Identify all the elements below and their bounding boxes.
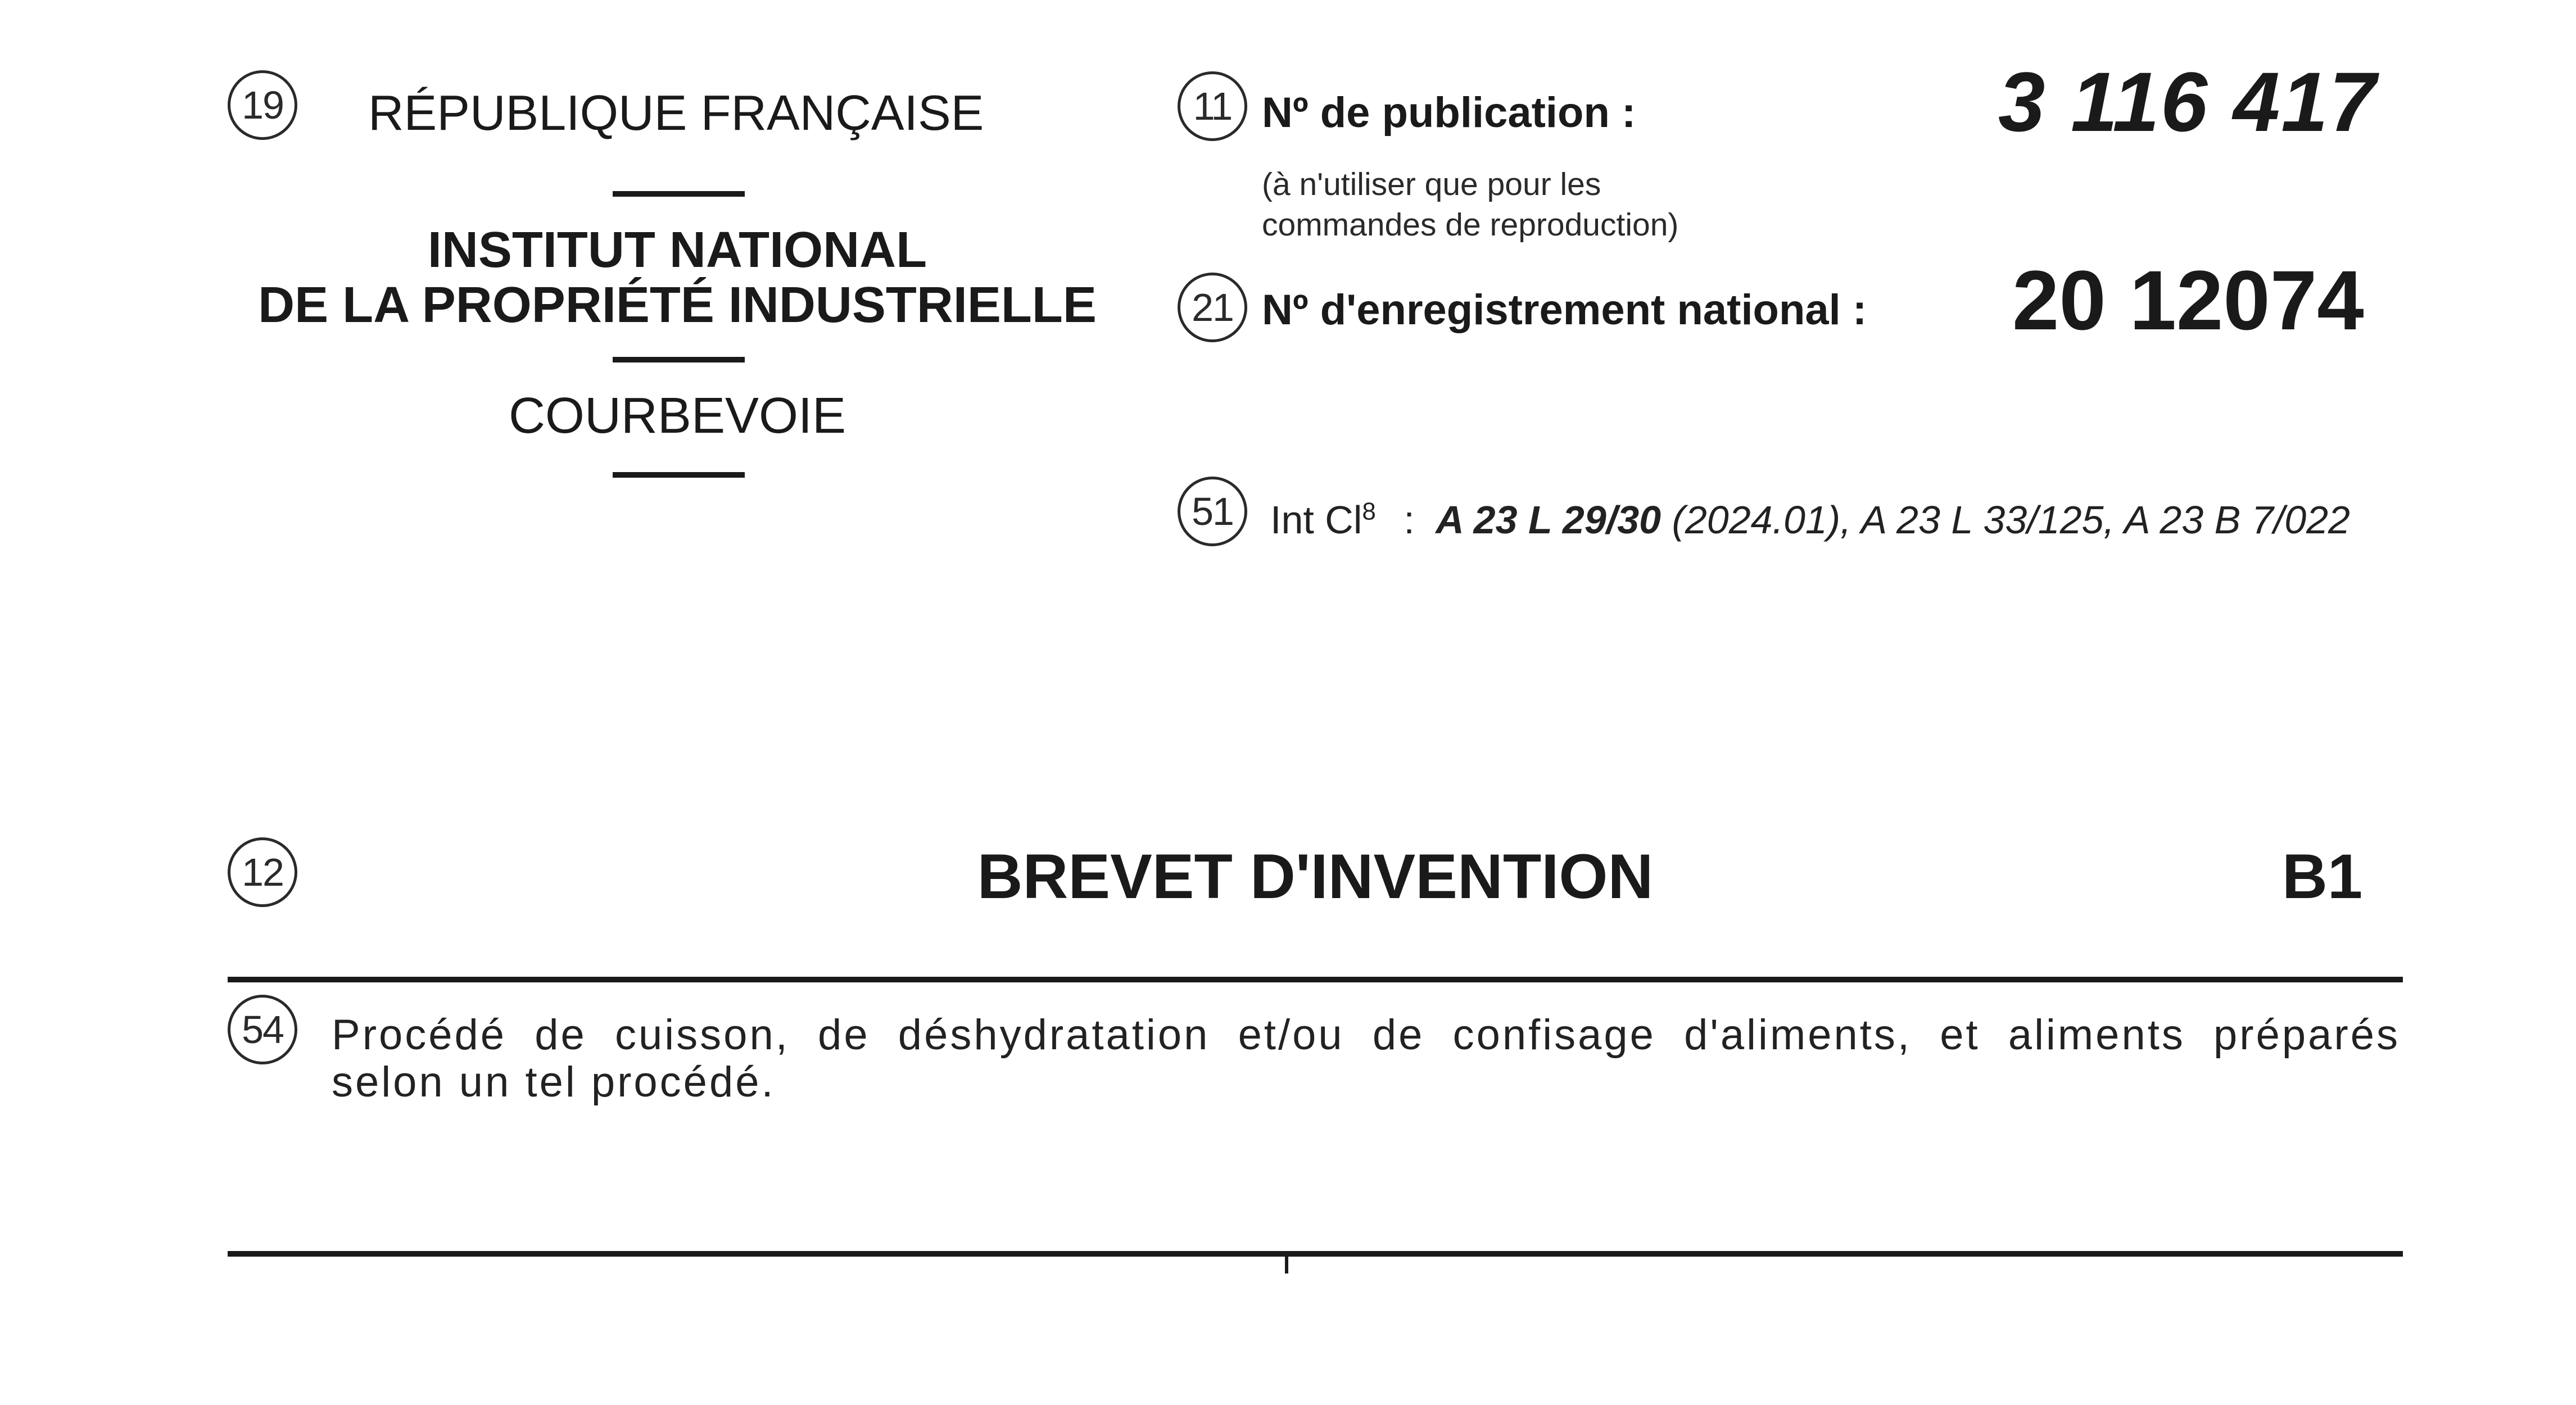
publication-note [1262,164,1678,245]
header-divider-2 [613,357,745,362]
inid-code-12-label: 12 [242,850,283,894]
section-divider-bottom [228,1251,2403,1257]
inid-code-51-label: 51 [1192,490,1233,533]
inid-code-21-label: 21 [1192,285,1233,329]
office-city: COURBEVOIE [508,388,846,444]
inid-code-12 [228,837,297,907]
header-divider-1 [613,191,745,197]
inid-code-19-label: 19 [242,83,283,127]
inid-code-54-label: 54 [242,1008,283,1052]
document-type-title: BREVET D'INVENTION [977,841,1654,912]
registration-number: 20 12074 [2012,253,2364,347]
institute-name-line1: INSTITUT NATIONAL [427,222,927,278]
invention-title [332,1012,2400,1106]
divider-tick [1285,1257,1288,1273]
invention-title-line2: selon un tel procédé. [332,1058,776,1106]
classification-colon: : [1404,498,1415,542]
inid-code-51 [1178,477,1247,546]
classification-label: Int Cl [1270,498,1362,542]
institute-name-line2: DE LA PROPRIÉTÉ INDUSTRIELLE [258,277,1097,333]
inid-code-11 [1178,71,1247,141]
publication-note-line1: (à n'utiliser que pour les [1262,166,1601,202]
classification-others: (2024.01), A 23 L 33/125, A 23 B 7/022 [1672,498,2350,542]
classification-main: A 23 L 29/30 [1436,498,1662,542]
invention-title-line1: Procédé de cuisson, de déshydratation et/ou de confisage d'aliments, et aliments préparés [332,1011,2400,1059]
classification-line [1270,497,2350,542]
inid-code-19 [228,70,297,140]
document-kind-code: B1 [2282,841,2363,912]
inid-code-54 [228,995,297,1064]
publication-label: Nº de publication : [1262,89,1636,137]
republic-label: RÉPUBLIQUE FRANÇAISE [368,85,984,140]
registration-label: Nº d'enregistrement national : [1262,286,1867,334]
section-divider-top [228,977,2403,982]
inid-code-11-label: 11 [1193,84,1232,128]
publication-number: 3 116 417 [1998,55,2378,149]
classification-edition: 8 [1362,497,1376,525]
inid-code-21 [1178,273,1247,342]
publication-note-line2: commandes de reproduction) [1262,207,1679,243]
header-divider-3 [613,472,745,478]
